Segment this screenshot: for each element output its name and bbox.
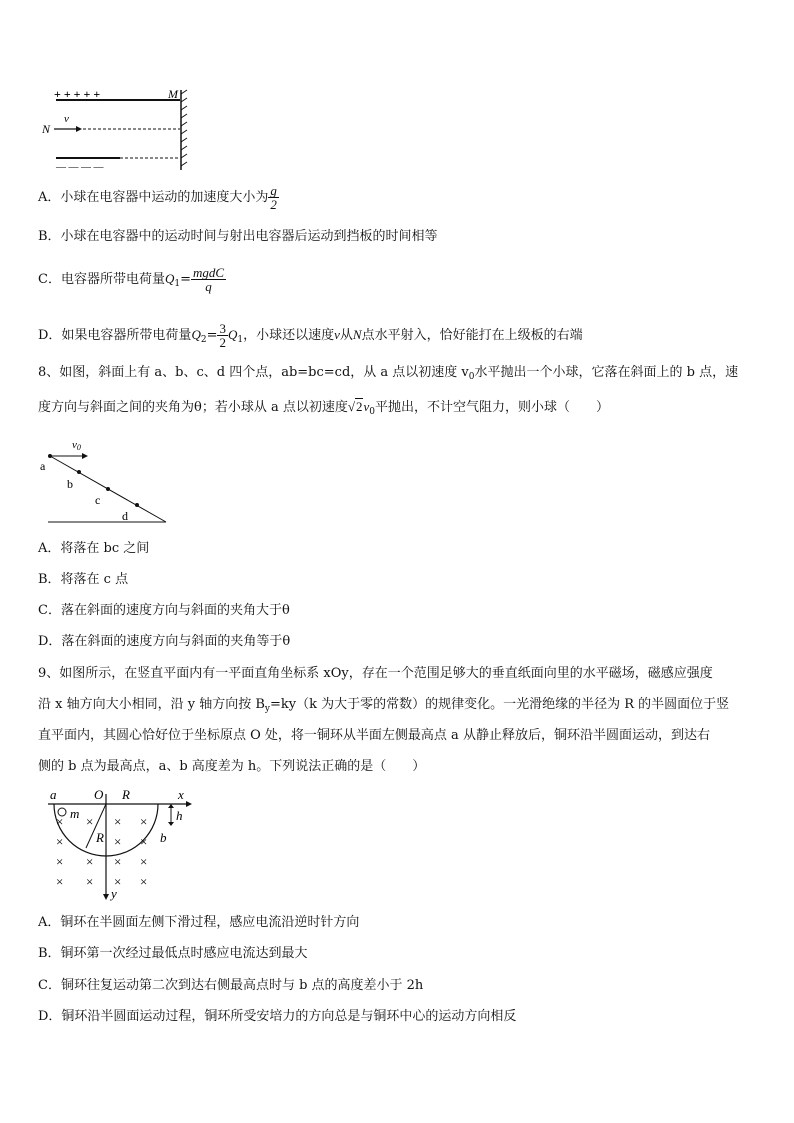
svg-text:×: × — [56, 834, 64, 849]
var-v: v — [363, 399, 370, 414]
var-Q: Q — [227, 327, 238, 342]
svg-text:×: × — [86, 854, 94, 869]
q7-option-a — [38, 184, 279, 211]
q9-option-b: B．铜环第一次经过最低点时感应电流达到最大 — [38, 946, 308, 961]
text: 沿 x 轴方向大小相同，沿 y 轴方向按 B — [38, 697, 265, 712]
text: 度方向与斜面之间的夹角为θ；若小球从 a 点以初速度 — [38, 400, 348, 415]
sub-0: 0 — [369, 407, 375, 417]
frac-num: 3 — [219, 321, 226, 336]
svg-text:×: × — [114, 814, 122, 829]
svg-text:×: × — [114, 854, 122, 869]
q7-option-d-text: D．如果电容器所带电荷量 — [38, 328, 192, 343]
q8-stem-line1 — [38, 364, 738, 386]
q9-stem-line2 — [38, 696, 729, 718]
q8-option-d: D．落在斜面的速度方向与斜面的夹角等于θ — [38, 634, 291, 649]
q9-option-c: C．铜环往复运动第二次到达右侧最高点时与 b 点的高度差小于 2h — [38, 978, 424, 993]
svg-text:×: × — [114, 834, 122, 849]
sqrt-2: √2 — [347, 399, 363, 414]
label-a: a — [40, 459, 46, 473]
label-x: x — [178, 787, 184, 802]
label-m: m — [70, 806, 80, 821]
var-Q: Q — [164, 271, 175, 286]
svg-text:×: × — [86, 874, 94, 889]
frac-den: q — [205, 279, 212, 294]
label-b: b — [67, 477, 73, 491]
label-d: d — [122, 509, 128, 523]
var-Q: Q — [191, 327, 201, 342]
sub-1: 1 — [174, 279, 181, 289]
label-c: c — [95, 493, 101, 507]
label-M: M — [168, 87, 178, 101]
q8-option-a: A．将落在 bc 之间 — [38, 541, 150, 556]
sub-0: 0 — [468, 372, 475, 382]
text: 从 — [339, 328, 353, 343]
q9-option-d: D．铜环沿半圆面运动过程，铜环所受安培力的方向总是与铜环中心的运动方向相反 — [38, 1009, 517, 1024]
var-N: N — [352, 327, 362, 342]
incline-figure — [36, 436, 176, 528]
text: 点水平射入，恰好能打在上级板的右端 — [361, 328, 583, 343]
label-R: R — [122, 787, 130, 802]
svg-text:×: × — [140, 814, 148, 829]
plus-signs: + + + + + — [54, 87, 101, 101]
q8-option-c: C．落在斜面的速度方向与斜面的夹角大于θ — [38, 603, 290, 618]
text: 水平抛出一个小球，它落在斜面上的 b 点，速 — [474, 365, 739, 380]
capacitor-figure — [40, 86, 200, 178]
q7-option-c — [38, 266, 226, 293]
sub-2: 2 — [200, 335, 207, 345]
sub-1: 1 — [237, 335, 244, 345]
fraction-g-over-2 — [268, 184, 279, 211]
q7-option-d — [38, 322, 583, 349]
frac-den: 2 — [219, 335, 226, 350]
q7-option-a-text: A．小球在电容器中运动的加速度大小为 — [38, 190, 269, 205]
label-N: N — [42, 122, 51, 136]
label-O: O — [94, 787, 104, 802]
text: ，小球还以速度 — [243, 328, 335, 343]
svg-text:×: × — [86, 814, 94, 829]
svg-text:×: × — [56, 814, 64, 829]
fraction-3-over-2 — [217, 322, 228, 349]
label-b: b — [160, 830, 167, 845]
svg-text:×: × — [140, 874, 148, 889]
text: =ky（k 为大于零的常数）的规律变化。一光滑绝缘的半径为 R 的半圆面位于竖 — [270, 697, 730, 712]
q9-stem-line1: 9、如图所示，在竖直平面内有一平面直角坐标系 xOy，存在一个范围足够大的垂直纸面向里的水平磁场，磁感应强度 — [38, 666, 713, 681]
text: 平抛出，不计空气阻力，则小球（ ） — [375, 400, 610, 415]
svg-text:×: × — [140, 854, 148, 869]
frac-num: mgdC — [192, 265, 225, 280]
svg-text:×: × — [140, 834, 148, 849]
magnetic-field-crosses — [56, 814, 147, 889]
label-y: y — [111, 886, 117, 901]
svg-text:×: × — [114, 874, 122, 889]
q9-stem-line3: 直平面内，其圆心恰好位于坐标原点 O 处，将一铜环从半面左侧最高点 a 从静止释放后，铜环沿半圆面运动，到达右 — [38, 728, 710, 743]
q8-option-b: B．将落在 c 点 — [38, 572, 129, 587]
equals: = — [206, 328, 218, 343]
frac-den: 2 — [270, 197, 277, 212]
sub-y: y — [264, 704, 270, 714]
label-v0: v0 — [72, 439, 81, 452]
frac-num: g — [270, 183, 277, 198]
radicand: 2 — [355, 399, 363, 414]
equals: = — [180, 272, 191, 287]
fraction-mgdC-over-q — [191, 266, 226, 293]
label-a: a — [50, 787, 57, 802]
label-h: h — [176, 808, 183, 823]
q9-option-a: A．铜环在半圆面左侧下滑过程，感应电流沿逆时针方向 — [38, 915, 360, 930]
var-v: v — [334, 327, 340, 342]
q7-option-c-text: C．电容器所带电荷量 — [38, 272, 165, 287]
q7-option-b: B．小球在电容器中的运动时间与射出电容器后运动到挡板的时间相等 — [38, 229, 438, 244]
q8-stem-line2 — [38, 398, 609, 421]
q9-stem-line4: 侧的 b 点为最高点，a、b 高度差为 h。下列说法正确的是（ ） — [38, 759, 426, 774]
label-R2: R — [96, 830, 104, 845]
semicircle-figure — [36, 786, 196, 904]
svg-text:×: × — [56, 874, 64, 889]
svg-text:×: × — [56, 854, 64, 869]
minus-signs: — — — — — [56, 162, 104, 173]
label-v: v — [64, 113, 69, 125]
text: 8、如图，斜面上有 a、b、c、d 四个点，ab=bc=cd，从 a 点以初速度 v — [38, 365, 469, 380]
